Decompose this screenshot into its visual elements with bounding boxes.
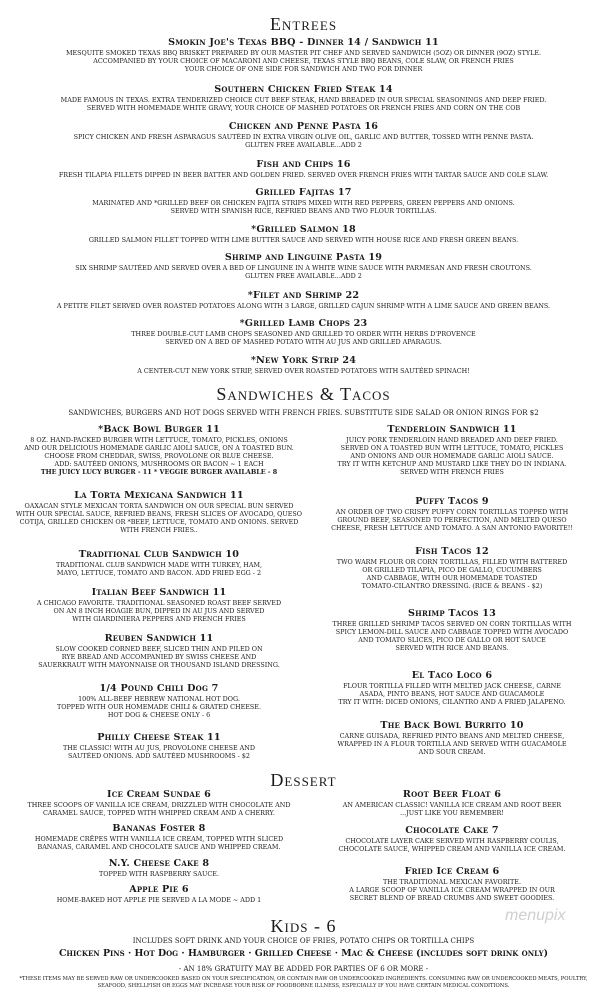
item-desc: FLOUR TORTILLA FILLED WITH MELTED JACK CHEESE, CARNE ASADA, PINTO BEANS, HOT SAUCE AND GUACAMOLE TRY IT WITH: DICED ONIONS, CILANTRO AND A FRIED JALAPENO. — [338, 682, 566, 707]
item-name: 1/4 Pound Chili Dog 7 — [99, 683, 219, 694]
item-name: Chocolate Cake 7 — [405, 825, 499, 836]
item-name: Shrimp Tacos 13 — [408, 608, 496, 619]
item-name: Ice Cream Sundae 6 — [107, 789, 211, 800]
item-desc: HOMEMADE CRÊPES WITH VANILLA ICE CREAM, TOPPED WITH SLICED BANANAS, CARAMEL AND CHOCOLATE SAUCE AND WHIPPED CREAM. — [34, 835, 284, 852]
menu-item — [14, 789, 304, 817]
watermark: menupix — [505, 907, 566, 924]
item-name: Bananas Foster 8 — [112, 823, 206, 834]
menu-item — [307, 496, 597, 532]
item-desc: HOME-BAKED HOT APPLE PIE SERVED A LA MODE ~ ADD 1 — [56, 896, 262, 904]
gratuity-note: - AN 18% GRATUITY MAY BE ADDED FOR PARTIES OF 6 OR MORE - — [178, 965, 429, 973]
item-desc: THREE DOUBLE-CUT LAMB CHOPS SEASONED AND GRILLED TO ORDER WITH HERBS D'PROVENCE SERVED ON A BED OF MASHED POTATO WITH AU JUS AND GRILLED APARAGUS. — [131, 330, 476, 347]
item-name: Chicken and Penne Pasta 16 — [228, 121, 379, 132]
item-desc: CHOCOLATE LAYER CAKE SERVED WITH RASPBERRY COULIS, CHOCOLATE SAUCE, WHIPPED CREAM AND VANILLA ICE CREAM. — [338, 837, 566, 854]
item-name: Southern Chicken Fried Steak 14 — [214, 84, 393, 95]
item-desc: SPICY CHICKEN AND FRESH ASPARAGUS SAUTÉED IN EXTRA VIRGIN OLIVE OIL, GARLIC AND BUTTER, TOSSED WITH PENNE PASTA. GLUTEN FREE AVAILABLE...ADD 2 — [73, 133, 534, 150]
menu-item — [20, 121, 587, 149]
item-desc: OAXACAN STYLE MEXICAN TORTA SANDWICH ON OUR SPECIAL BUN SERVED WITH OUR SPECIAL SAUCE, REFRIED BEANS, FRESH SLICES OF AVOCADO, QUESO COTIJA, GRILLED CHICKEN OR *BEEF, LETTUCE, TOMATO AND ONIONS. SERVED WITH FRENCH FRIES.. — [15, 502, 303, 535]
item-name: Fried Ice Cream 6 — [404, 866, 500, 877]
item-name: *Back Bowl Burger 11 — [98, 424, 220, 435]
item-desc: A PETITE FILET SERVED OVER ROASTED POTATOES ALONG WITH 3 LARGE, GRILLED CAJUN SHRIMP WITH A LIME SAUCE AND GREEN BEANS. — [56, 302, 551, 310]
item-name: *Filet and Shrimp 22 — [247, 290, 360, 301]
item-name: *Grilled Lamb Chops 23 — [239, 318, 368, 329]
item-name: Smokin Joe's Texas BBQ - Dinner 14 / Sandwich 11 — [168, 37, 439, 48]
item-name: Puffy Tacos 9 — [415, 496, 489, 507]
menu-item — [307, 789, 597, 817]
item-name: Shrimp and Linguine Pasta 19 — [224, 252, 383, 263]
menu-item — [14, 633, 304, 669]
menu-item — [14, 424, 304, 476]
disclaimer: *THESE ITEMS MAY BE SERVED RAW OR UNDERCOOKED BASED ON YOUR SPECIFICATION, OR CONTAIN RAW OR UNDERCOOKED INGREDIENTS. CONSUMING RAW OR UNDERCOOKED MEATS, POULTRY, SEAFOOD, SHELLFISH OR EGGS MAY INCREASE YOUR RISK OF FOODBORNE ILLNESS, ESPECIALLY IF YOU HAVE CERTAIN MEDICAL CONDITIONS. — [19, 976, 588, 989]
item-name: Grilled Fajitas 17 — [255, 187, 352, 198]
item-desc: GRILLED SALMON FILLET TOPPED WITH LIME BUTTER SAUCE AND SERVED WITH HOUSE RICE AND FRESH GREEN BEANS. — [88, 236, 519, 244]
item-desc: THE CLASSIC! WITH AU JUS, PROVOLONE CHEESE AND SAUTÉED ONIONS. ADD SAUTÉED MUSHROOMS - $2 — [62, 744, 256, 761]
menu-item — [307, 670, 597, 706]
menu-item — [14, 549, 304, 577]
item-desc: MESQUITE SMOKED TEXAS BBQ BRISKET PREPARED BY OUR MASTER PIT CHEF AND SERVED SANDWICH (5OZ) OR DINNER (9OZ) STYLE. ACCOMPANIED BY YOUR CHOICE OF MACARONI AND CHEESE, TEXAS STYLE BBQ BEANS, COLE SLAW, OR FRENCH FRIES YOUR CHOICE OF ONE SIDE FOR SANDWICH AND TWO FOR DINNER — [65, 49, 542, 74]
menu-item — [14, 683, 304, 719]
item-desc: 8 OZ. HAND-PACKED BURGER WITH LETTUCE, TOMATO, PICKLES, ONIONS AND OUR DELICIOUS HOMEMADE GARLIC AIOLI SAUCE, ON A TOASTED BUN. CHOOSE FROM CHEDDAR, SWISS, PROVOLONE OR BLUE CHEESE. ADD: SAUTÉED ONIONS, MUSHROOMS OR BACON ~ 1 EACH — [24, 436, 294, 469]
menu-item — [307, 546, 597, 590]
item-name: La Torta Mexicana Sandwich 11 — [74, 490, 244, 501]
item-desc: AN AMERICAN CLASSIC! VANILLA ICE CREAM AND ROOT BEER ...JUST LIKE YOU REMEMBER! — [342, 801, 562, 818]
kids-options: Chicken Pins · Hot Dog · Hamburger · Grilled Cheese · Mac & Cheese (includes soft drink only) — [58, 948, 549, 959]
menu-item — [20, 355, 587, 375]
item-desc: TWO WARM FLOUR OR CORN TORTILLAS, FILLED WITH BATTERED OR GRILLED TILAPIA, PICO DE GALLO, CUCUMBERS AND CABBAGE, WITH OUR HOMEMADE TOASTED TOMATO-CILANTRO DRESSING. (RICE & BEANS - $2) — [336, 558, 568, 591]
item-desc: SLOW COOKED CORNED BEEF, SLICED THIN AND PILED ON RYE BREAD AND ACCOMPANIED BY SWISS CHEESE AND SAUERKRAUT WITH MAYONNAISE OR THOUSAND ISLAND DRESSING. — [38, 645, 280, 670]
item-desc: 100% ALL-BEEF HEBREW NATIONAL HOT DOG. TOPPED WITH OUR HOMEMADE CHILI & GRATED CHEESE. HOT DOG & CHEESE ONLY - 6 — [57, 695, 261, 720]
item-name: Tenderloin Sandwich 11 — [387, 424, 517, 435]
menu-item — [307, 608, 597, 652]
menu-item — [307, 424, 597, 476]
item-name: Italian Beef Sandwich 11 — [91, 587, 227, 598]
item-desc: CARNE GUISADA, REFRIED PINTO BEANS AND MELTED CHEESE, WRAPPED IN A FLOUR TORTILLA AND SERVED WITH GUACAMOLE AND SOUR CREAM. — [337, 732, 567, 757]
menu-item — [20, 159, 587, 179]
item-name: *Grilled Salmon 18 — [251, 224, 356, 235]
menu-item — [20, 187, 587, 215]
menu-item — [20, 37, 587, 73]
item-desc: FRESH TILAPIA FILLETS DIPPED IN BEER BATTER AND GOLDEN FRIED. SERVED OVER FRENCH FRIES WITH TARTAR SAUCE AND COLE SLAW. — [58, 171, 549, 179]
item-desc: TOPPED WITH RASPBERRY SAUCE. — [99, 870, 219, 878]
item-name: Reuben Sandwich 11 — [104, 633, 214, 644]
item-desc: SIX SHRIMP SAUTÉED AND SERVED OVER A BED OF LINGUINE IN A WHITE WINE SAUCE WITH PARMESAN AND FRESH CROUTONS. GLUTEN FREE AVAILABLE...ADD 2 — [75, 264, 532, 281]
menu-item — [20, 224, 587, 244]
item-name: Root Beer Float 6 — [402, 789, 502, 800]
item-desc: THREE GRILLED SHRIMP TACOS SERVED ON CORN TORTILLAS WITH SPICY LEMON-DILL SAUCE AND CABBAGE TOPPED WITH AVOCADO AND TOMATO SLICES, PICO DE GALLO OR HOT SAUCE SERVED WITH RICE AND BEANS. — [332, 620, 572, 653]
item-desc: MARINATED AND *GRILLED BEEF OR CHICKEN FAJITA STRIPS MIXED WITH RED PEPPERS, GREEN PEPPERS AND ONIONS. SERVED WITH SPANISH RICE, REFRIED BEANS AND TWO FLOUR TORTILLAS. — [92, 199, 515, 216]
item-name: El Taco Loco 6 — [411, 670, 493, 681]
menu-item — [20, 252, 587, 280]
item-desc: JUICY PORK TENDERLOIN HAND BREADED AND DEEP FRIED. SERVED ON A TOASTED BUN WITH LETTUCE, TOMATO, PICKLES AND ONIONS AND OUR HOMEMADE GARLIC AIOLI SAUCE. TRY IT WITH KETCHUP AND MUSTARD LIKE THEY DO IN INDIANA. SERVED WITH FRENCH FRIES — [337, 436, 567, 477]
item-name: *New York Strip 24 — [250, 355, 357, 366]
menu-item — [14, 823, 304, 851]
dessert-title: Dessert — [270, 770, 337, 790]
menu-item — [14, 858, 304, 878]
item-desc: A CHICAGO FAVORITE. TRADITIONAL SEASONED ROAST BEEF SERVED ON AN 8 INCH HOAGIE BUN, DIPPED IN AU JUS AND SERVED WITH GIARDINIERA PEPPERS AND FRENCH FRIES — [36, 599, 282, 624]
item-name: Apple Pie 6 — [129, 884, 189, 895]
menu-item — [20, 318, 587, 346]
item-desc: MADE FAMOUS IN TEXAS. EXTRA TENDERIZED CHOICE CUT BEEF STEAK, HAND BREADED IN OUR SPECIAL SEASONINGS AND DEEP FRIED. SERVED WITH HOMEMADE WHITE GRAVY, YOUR CHOICE OF MASHED POTATOES OR FRENCH FRIES AND CORN ON THE COB — [60, 96, 547, 113]
item-desc: THREE SCOOPS OF VANILLA ICE CREAM, DRIZZLED WITH CHOCOLATE AND CARAMEL SAUCE, TOPPED WITH WHIPPED CREAM AND A CHERRY. — [27, 801, 291, 818]
item-desc: A CENTER-CUT NEW YORK STRIP, SERVED OVER ROASTED POTATOES WITH SAUTÉED SPINACH! — [137, 367, 470, 375]
item-name: The Back Bowl Burrito 10 — [380, 720, 524, 731]
menu-item — [307, 720, 597, 756]
menu-item — [14, 884, 304, 904]
menu-item — [307, 825, 597, 853]
item-extra: THE JUICY LUCY BURGER - 11 * VEGGIE BURGER AVAILABLE - 8 — [40, 468, 278, 477]
menu-item — [14, 490, 304, 534]
item-name: Traditional Club Sandwich 10 — [78, 549, 240, 560]
sandwiches-title: Sandwiches & Tacos — [216, 384, 391, 404]
kids-title: Kids - 6 — [270, 916, 337, 936]
menu-item — [20, 290, 587, 310]
entrees-title: Entrees — [269, 14, 338, 34]
menu-item — [307, 866, 597, 902]
item-name: Philly Cheese Steak 11 — [97, 732, 221, 743]
item-desc: AN ORDER OF TWO CRISPY PUFFY CORN TORTILLAS TOPPED WITH GROUND BEEF, SEASONED TO PERFECTION, AND MELTED QUESO CHEESE, FRESH LETTUCE AND TOMATO. A SAN ANTONIO FAVORITE!! — [331, 508, 573, 533]
menu-item — [14, 587, 304, 623]
item-desc: TRADITIONAL CLUB SANDWICH MADE WITH TURKEY, HAM, MAYO, LETTUCE, TOMATO AND BACON. ADD FRIED EGG - 2 — [55, 561, 263, 578]
kids-intro: INCLUDES SOFT DRINK AND YOUR CHOICE OF FRIES, POTATO CHIPS OR TORTILLA CHIPS — [132, 937, 475, 945]
sandwiches-intro: SANDWICHES, BURGERS AND HOT DOGS SERVED WITH FRENCH FRIES. SUBSTITUTE SIDE SALAD OR ONION RINGS FOR $2 — [68, 409, 539, 417]
item-name: Fish Tacos 12 — [415, 546, 489, 557]
menu-item — [20, 84, 587, 112]
menu-item — [14, 732, 304, 760]
item-name: N.Y. Cheese Cake 8 — [108, 858, 210, 869]
item-name: Fish and Chips 16 — [256, 159, 351, 170]
item-desc: THE TRADITIONAL MEXICAN FAVORITE. A LARGE SCOOP OF VANILLA ICE CREAM WRAPPED IN OUR SECRET BLEND OF BREAD CRUMBS AND SWEET GOODIES. — [349, 878, 555, 903]
